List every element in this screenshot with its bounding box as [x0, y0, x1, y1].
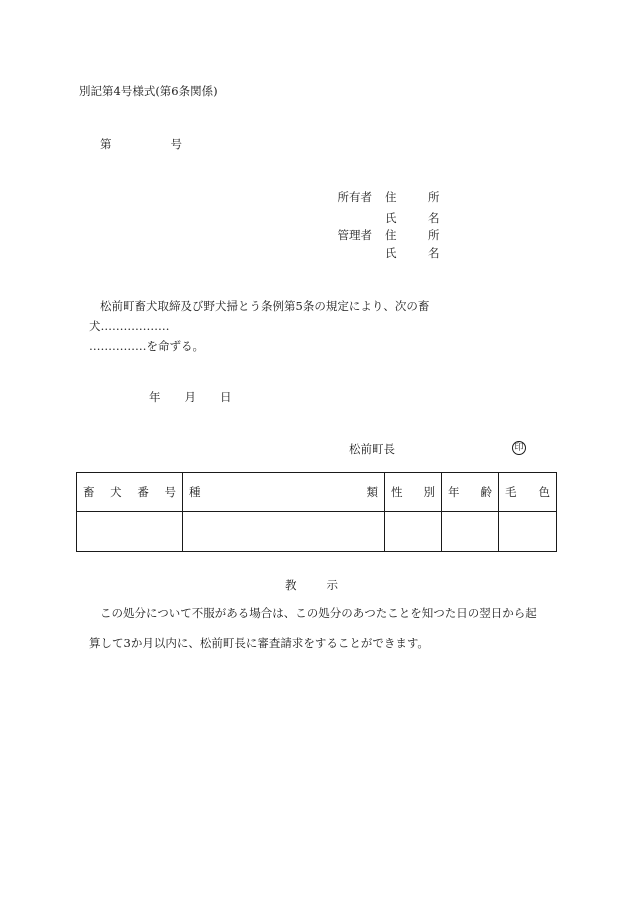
date-month: 月	[184, 390, 196, 404]
cell-age[interactable]	[442, 512, 499, 552]
number-suffix: 号	[170, 137, 182, 151]
date-day: 日	[220, 390, 232, 404]
header-char: 色	[538, 485, 550, 499]
header-char: 齢	[480, 485, 492, 499]
dog-registry-table	[76, 472, 557, 552]
form-title: 別記第4号様式(第6条関係)	[79, 84, 218, 98]
header-char: 類	[366, 485, 378, 499]
header-char: 号	[164, 485, 176, 499]
manager-name-label: 氏 名	[385, 246, 450, 260]
header-coat-color	[499, 473, 557, 512]
manager-role-label: 管理者	[337, 228, 372, 242]
header-sex	[385, 473, 442, 512]
owner-role-label: 所有者	[337, 190, 372, 204]
header-breed	[183, 473, 385, 512]
header-char: 性	[391, 485, 403, 499]
cell-breed[interactable]	[183, 512, 385, 552]
header-char: 犬	[110, 485, 122, 499]
date-line	[149, 392, 232, 404]
notice-heading: 教示	[285, 578, 368, 592]
document-number-line	[100, 139, 182, 151]
header-age	[442, 473, 499, 512]
body-text-line-2: 犬………………	[89, 319, 170, 333]
header-char: 年	[448, 485, 460, 499]
body-text-line-1: 松前町畜犬取締及び野犬掃とう条例第5条の規定により、次の畜	[100, 299, 430, 313]
header-char: 毛	[505, 485, 517, 499]
cell-sex[interactable]	[385, 512, 442, 552]
notice-text-line-2: 算して3か月以内に、松前町長に審査請求をすることができます。	[89, 636, 429, 650]
table-row	[77, 512, 557, 552]
notice-text-line-1: この処分について不服がある場合は、この処分のあつたことを知つた日の翌日から起	[100, 606, 537, 620]
seal-mark: 印	[512, 441, 526, 455]
header-char: 番	[137, 485, 149, 499]
cell-coat-color[interactable]	[499, 512, 557, 552]
issuer-title: 松前町長	[349, 442, 395, 456]
header-char: 畜	[83, 485, 95, 499]
owner-name-label: 氏 名	[385, 211, 450, 225]
body-text-line-3: ……………を命ずる。	[89, 339, 204, 353]
table-header-row	[77, 473, 557, 512]
header-char: 種	[189, 485, 201, 499]
number-prefix: 第	[100, 137, 112, 151]
manager-address-label: 住 所	[385, 228, 450, 242]
cell-dog-number[interactable]	[77, 512, 183, 552]
header-char: 別	[423, 485, 435, 499]
date-year: 年	[149, 390, 161, 404]
header-dog-number	[77, 473, 183, 512]
owner-address-label: 住 所	[385, 190, 450, 204]
